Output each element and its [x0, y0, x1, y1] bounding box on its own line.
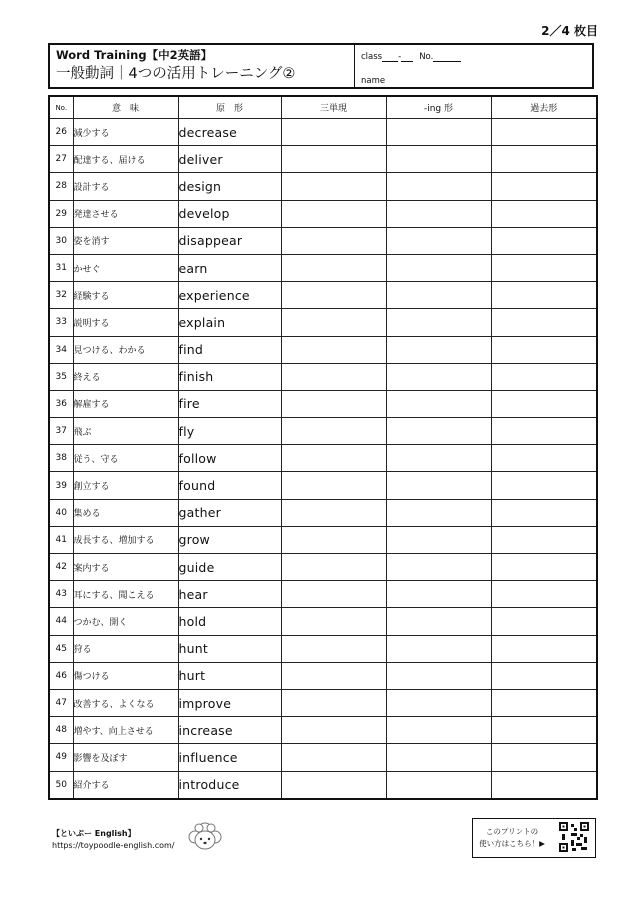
third-person-answer-cell[interactable] [281, 309, 386, 336]
past-form-answer-cell[interactable] [491, 173, 597, 200]
meaning-cell: 耳にする、聞こえる [73, 581, 178, 608]
meaning-cell: 改善する、よくなる [73, 689, 178, 716]
meaning-cell: 経験する [73, 282, 178, 309]
worksheet-subtitle: 一般動詞｜4つの活用トレーニング② [56, 66, 296, 82]
meaning-cell: 姿を消す [73, 227, 178, 254]
table-row [49, 282, 597, 309]
meaning-cell: 発達させる [73, 200, 178, 227]
ing-form-answer-cell[interactable] [386, 499, 491, 526]
third-person-answer-cell[interactable] [281, 608, 386, 635]
ing-form-answer-cell[interactable] [386, 227, 491, 254]
ing-form-answer-cell[interactable] [386, 336, 491, 363]
base-form-cell: gather [178, 499, 281, 526]
table-row [49, 608, 597, 635]
past-form-answer-cell[interactable] [491, 445, 597, 472]
third-person-answer-cell[interactable] [281, 119, 386, 146]
third-person-answer-cell[interactable] [281, 554, 386, 581]
row-number: 41 [49, 526, 73, 553]
ing-form-answer-cell[interactable] [386, 200, 491, 227]
base-form-cell: disappear [178, 227, 281, 254]
ing-form-answer-cell[interactable] [386, 254, 491, 281]
past-form-answer-cell[interactable] [491, 200, 597, 227]
third-person-answer-cell[interactable] [281, 526, 386, 553]
table-row [49, 173, 597, 200]
table-row [49, 635, 597, 662]
base-form-cell: finish [178, 363, 281, 390]
ing-form-answer-cell[interactable] [386, 390, 491, 417]
meaning-cell: 成長する、増加する [73, 526, 178, 553]
table-row [49, 554, 597, 581]
class-dash: - [398, 52, 402, 62]
table-row [49, 418, 597, 445]
past-form-answer-cell[interactable] [491, 146, 597, 173]
base-form-cell: hurt [178, 662, 281, 689]
past-form-answer-cell[interactable] [491, 717, 597, 744]
table-header-row [49, 96, 597, 119]
past-form-answer-cell[interactable] [491, 554, 597, 581]
poodle-icon [186, 820, 224, 856]
row-number: 30 [49, 227, 73, 254]
base-form-cell: decrease [178, 119, 281, 146]
row-number: 43 [49, 581, 73, 608]
ing-form-answer-cell[interactable] [386, 608, 491, 635]
past-form-answer-cell[interactable] [491, 608, 597, 635]
row-number: 31 [49, 254, 73, 281]
table-row [49, 689, 597, 716]
past-form-answer-cell[interactable] [491, 662, 597, 689]
row-number: 42 [49, 554, 73, 581]
meaning-cell: 案内する [73, 554, 178, 581]
meaning-cell: 傷つける [73, 662, 178, 689]
conjugation-table [48, 95, 598, 800]
ing-form-answer-cell[interactable] [386, 635, 491, 662]
base-form-cell: hold [178, 608, 281, 635]
student-info-block [355, 45, 592, 87]
third-person-answer-cell[interactable] [281, 445, 386, 472]
ing-form-answer-cell[interactable] [386, 662, 491, 689]
table-row [49, 771, 597, 799]
past-form-answer-cell[interactable] [491, 418, 597, 445]
no-label: No. [419, 52, 434, 62]
table-row [49, 119, 597, 146]
table-row [49, 309, 597, 336]
row-number: 39 [49, 472, 73, 499]
table-row [49, 390, 597, 417]
ing-form-answer-cell[interactable] [386, 173, 491, 200]
base-form-cell: experience [178, 282, 281, 309]
meaning-cell: 影響を及ぼす [73, 744, 178, 771]
ing-form-answer-cell[interactable] [386, 445, 491, 472]
meaning-cell: つかむ、開く [73, 608, 178, 635]
row-number: 46 [49, 662, 73, 689]
qr-code-icon[interactable] [559, 822, 589, 852]
third-person-answer-cell[interactable] [281, 581, 386, 608]
base-form-cell: found [178, 472, 281, 499]
worksheet-header [48, 43, 594, 89]
row-number: 27 [49, 146, 73, 173]
no-blank [433, 61, 461, 62]
table-row [49, 526, 597, 553]
row-number: 45 [49, 635, 73, 662]
meaning-cell: 飛ぶ [73, 418, 178, 445]
row-number: 26 [49, 119, 73, 146]
third-person-answer-cell[interactable] [281, 717, 386, 744]
col-header-past: 過去形 [491, 96, 597, 119]
meaning-cell: 集める [73, 499, 178, 526]
base-form-cell: follow [178, 445, 281, 472]
meaning-cell: 狩る [73, 635, 178, 662]
class-field [361, 52, 461, 62]
col-header-no: No. [49, 96, 73, 119]
meaning-cell: 設計する [73, 173, 178, 200]
col-header-ing: -ing 形 [386, 96, 491, 119]
col-header-meaning: 意 味 [73, 96, 178, 119]
col-header-third-person: 三単現 [281, 96, 386, 119]
row-number: 34 [49, 336, 73, 363]
ing-form-answer-cell[interactable] [386, 418, 491, 445]
third-person-answer-cell[interactable] [281, 472, 386, 499]
base-form-cell: hunt [178, 635, 281, 662]
brand-name: 【といぷー English】 [52, 829, 136, 838]
ing-form-answer-cell[interactable] [386, 282, 491, 309]
class-label: class [361, 52, 383, 62]
third-person-answer-cell[interactable] [281, 689, 386, 716]
past-form-answer-cell[interactable] [491, 499, 597, 526]
past-form-answer-cell[interactable] [491, 771, 597, 799]
third-person-answer-cell[interactable] [281, 363, 386, 390]
ing-form-answer-cell[interactable] [386, 146, 491, 173]
row-number: 33 [49, 309, 73, 336]
site-url[interactable]: https://toypoodle-english.com/ [52, 841, 175, 850]
table-row [49, 662, 597, 689]
base-form-cell: deliver [178, 146, 281, 173]
table-row [49, 581, 597, 608]
ing-form-answer-cell[interactable] [386, 554, 491, 581]
meaning-cell: 解雇する [73, 390, 178, 417]
worksheet-title: Word Training【中2英語】 [56, 48, 213, 62]
row-number: 28 [49, 173, 73, 200]
base-form-cell: hear [178, 581, 281, 608]
past-form-answer-cell[interactable] [491, 472, 597, 499]
base-form-cell: increase [178, 717, 281, 744]
third-person-answer-cell[interactable] [281, 227, 386, 254]
row-number: 49 [49, 744, 73, 771]
base-form-cell: explain [178, 309, 281, 336]
row-number: 37 [49, 418, 73, 445]
table-row [49, 472, 597, 499]
base-form-cell: grow [178, 526, 281, 553]
row-number: 44 [49, 608, 73, 635]
third-person-answer-cell[interactable] [281, 390, 386, 417]
past-form-answer-cell[interactable] [491, 119, 597, 146]
past-form-answer-cell[interactable] [491, 689, 597, 716]
title-block [50, 45, 355, 87]
meaning-cell: 見つける、わかる [73, 336, 178, 363]
past-form-answer-cell[interactable] [491, 363, 597, 390]
table-row [49, 254, 597, 281]
ing-form-answer-cell[interactable] [386, 689, 491, 716]
third-person-answer-cell[interactable] [281, 635, 386, 662]
row-number: 35 [49, 363, 73, 390]
row-number: 38 [49, 445, 73, 472]
third-person-answer-cell[interactable] [281, 744, 386, 771]
usage-guide-link[interactable] [472, 818, 596, 858]
past-form-answer-cell[interactable] [491, 581, 597, 608]
table-row [49, 146, 597, 173]
third-person-answer-cell[interactable] [281, 418, 386, 445]
table-row [49, 499, 597, 526]
ing-form-answer-cell[interactable] [386, 363, 491, 390]
name-field: name [361, 76, 386, 86]
ing-form-answer-cell[interactable] [386, 717, 491, 744]
base-form-cell: fire [178, 390, 281, 417]
third-person-answer-cell[interactable] [281, 173, 386, 200]
base-form-cell: improve [178, 689, 281, 716]
row-number: 40 [49, 499, 73, 526]
third-person-answer-cell[interactable] [281, 662, 386, 689]
base-form-cell: influence [178, 744, 281, 771]
ing-form-answer-cell[interactable] [386, 526, 491, 553]
table-row [49, 200, 597, 227]
row-number: 29 [49, 200, 73, 227]
base-form-cell: earn [178, 254, 281, 281]
meaning-cell: 増やす、向上させる [73, 717, 178, 744]
meaning-cell: 従う、守る [73, 445, 178, 472]
col-header-base: 原 形 [178, 96, 281, 119]
ing-form-answer-cell[interactable] [386, 744, 491, 771]
meaning-cell: 紹介する [73, 771, 178, 799]
base-form-cell: find [178, 336, 281, 363]
past-form-answer-cell[interactable] [491, 635, 597, 662]
ing-form-answer-cell[interactable] [386, 119, 491, 146]
third-person-answer-cell[interactable] [281, 499, 386, 526]
row-number: 47 [49, 689, 73, 716]
ing-form-answer-cell[interactable] [386, 581, 491, 608]
past-form-answer-cell[interactable] [491, 390, 597, 417]
table-row [49, 445, 597, 472]
third-person-answer-cell[interactable] [281, 336, 386, 363]
base-form-cell: design [178, 173, 281, 200]
meaning-cell: 減少する [73, 119, 178, 146]
table-row [49, 363, 597, 390]
table-row [49, 717, 597, 744]
ing-form-answer-cell[interactable] [386, 309, 491, 336]
past-form-answer-cell[interactable] [491, 254, 597, 281]
third-person-answer-cell[interactable] [281, 200, 386, 227]
third-person-answer-cell[interactable] [281, 254, 386, 281]
meaning-cell: 説明する [73, 309, 178, 336]
past-form-answer-cell[interactable] [491, 336, 597, 363]
past-form-answer-cell[interactable] [491, 227, 597, 254]
base-form-cell: introduce [178, 771, 281, 799]
third-person-answer-cell[interactable] [281, 282, 386, 309]
class-blank-2 [401, 61, 413, 62]
row-number: 36 [49, 390, 73, 417]
meaning-cell: 配達する、届ける [73, 146, 178, 173]
meaning-cell: かせぐ [73, 254, 178, 281]
row-number: 48 [49, 717, 73, 744]
table-row [49, 227, 597, 254]
past-form-answer-cell[interactable] [491, 282, 597, 309]
class-blank [382, 61, 398, 62]
third-person-answer-cell[interactable] [281, 146, 386, 173]
base-form-cell: guide [178, 554, 281, 581]
meaning-cell: 終える [73, 363, 178, 390]
row-number: 32 [49, 282, 73, 309]
past-form-answer-cell[interactable] [491, 744, 597, 771]
ing-form-answer-cell[interactable] [386, 472, 491, 499]
table-row [49, 336, 597, 363]
table-row [49, 744, 597, 771]
past-form-answer-cell[interactable] [491, 309, 597, 336]
meaning-cell: 創立する [73, 472, 178, 499]
base-form-cell: develop [178, 200, 281, 227]
usage-guide-text: このプリントの 使い方はこちら！▶ [479, 827, 545, 848]
third-person-answer-cell[interactable] [281, 771, 386, 799]
base-form-cell: fly [178, 418, 281, 445]
past-form-answer-cell[interactable] [491, 526, 597, 553]
ing-form-answer-cell[interactable] [386, 771, 491, 799]
page-number: 2／4 枚目 [541, 24, 598, 38]
row-number: 50 [49, 771, 73, 799]
